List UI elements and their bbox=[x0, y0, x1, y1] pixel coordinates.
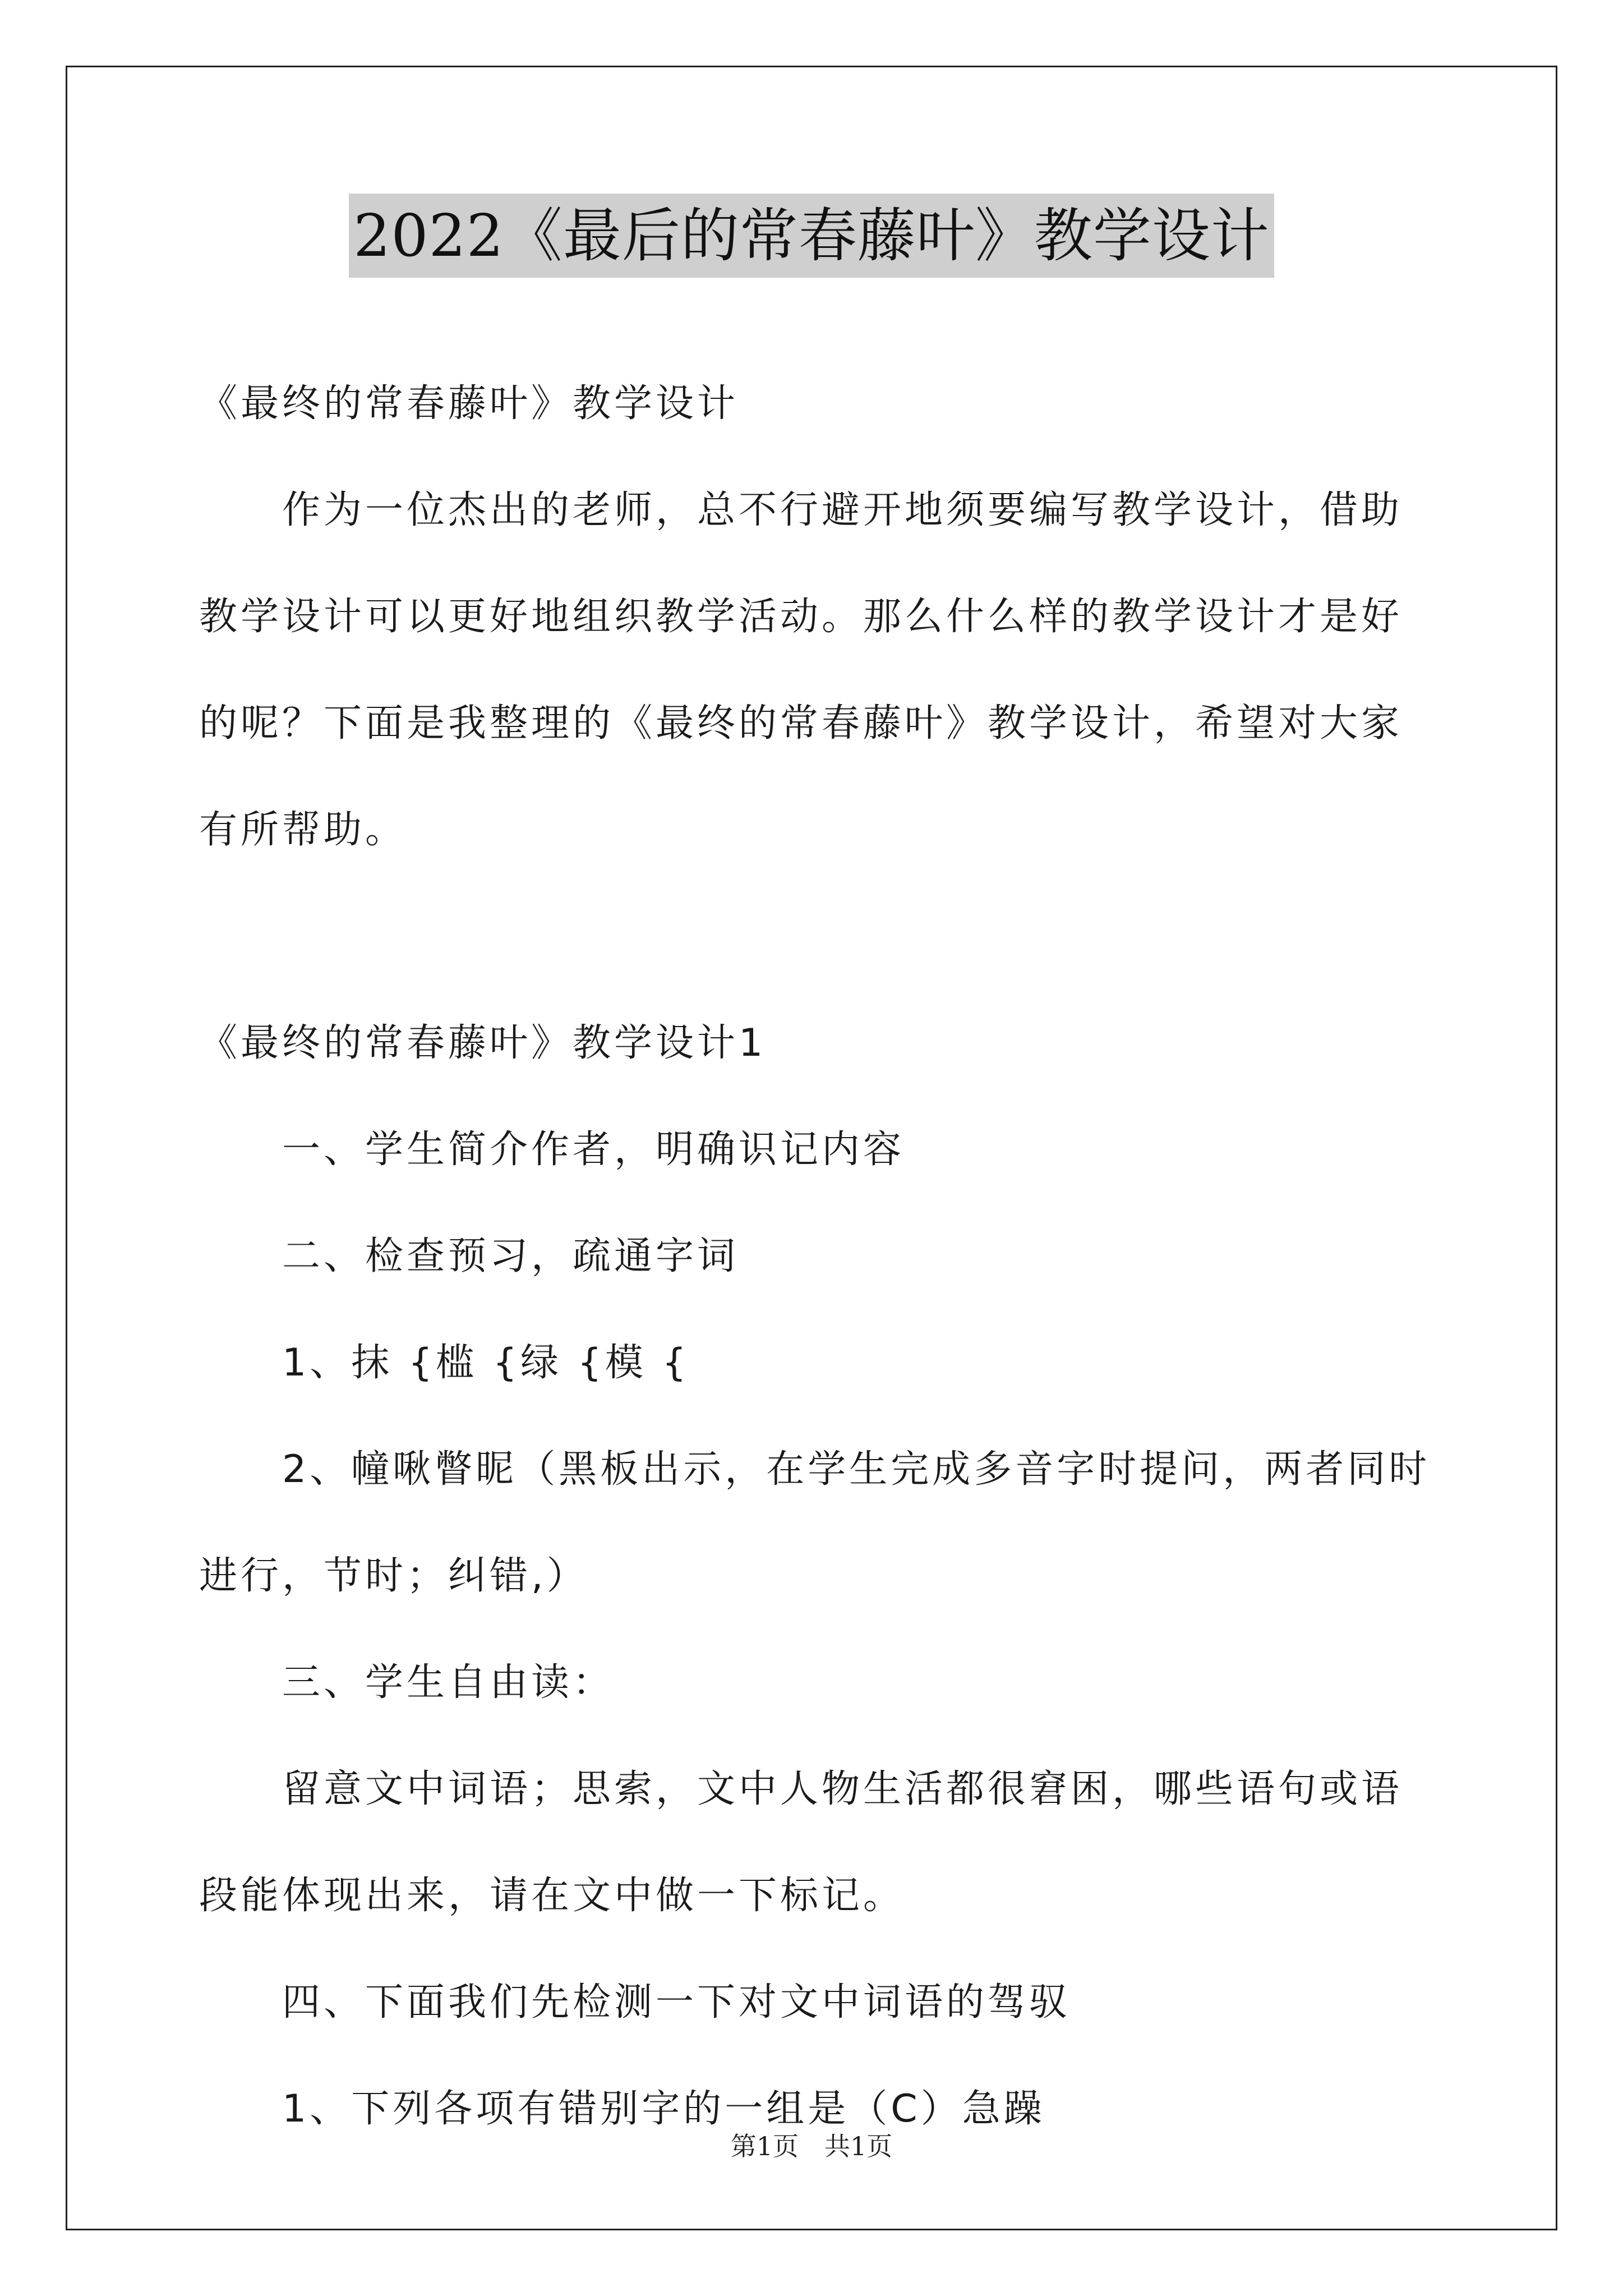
step-paragraph: 留意文中词语；思索，文中人物生活都很窘困，哪些语句或语段能体现出来，请在文中做一下标记。 bbox=[199, 1767, 1403, 1918]
intro-paragraph: 作为一位杰出的老师，总不行避开地须要编写教学设计，借助教学设计可以更好地组织教学活动。那么什么样的教学设计才是好的呢？下面是我整理的《最终的常春藤叶》教学设计，希望对大家有所帮助。 bbox=[199, 488, 1403, 852]
document-title: 2022《最后的常春藤叶》教学设计 bbox=[349, 194, 1274, 278]
page-number-footer: 第1页 共1页 bbox=[730, 2131, 893, 2161]
step-paragraph: 1、下列各项有错别字的一组是（C）急躁 bbox=[282, 2087, 1045, 2131]
document-body bbox=[199, 351, 1433, 2162]
step-paragraph: 1、抹 {槛 {绿 {模 { bbox=[282, 1341, 690, 1385]
section-heading: 《最终的常春藤叶》教学设计 bbox=[199, 381, 739, 426]
step-paragraph: 二、检查预习，疏通字词 bbox=[282, 1234, 739, 1278]
paragraph-gap bbox=[199, 884, 1433, 990]
step-paragraph: 三、学生自由读： bbox=[282, 1660, 615, 1705]
step-paragraph: 四、下面我们先检测一下对文中词语的驾驭 bbox=[282, 1980, 1071, 2024]
step-paragraph: 2、幢啾瞥昵（黑板出示，在学生完成多音字时提问，两者同时进行，节时；纠错,） bbox=[199, 1447, 1431, 1598]
section-heading: 《最终的常春藤叶》教学设计1 bbox=[199, 1021, 767, 1065]
step-paragraph: 一、学生简介作者，明确识记内容 bbox=[282, 1128, 905, 1172]
title-container bbox=[0, 194, 1623, 278]
